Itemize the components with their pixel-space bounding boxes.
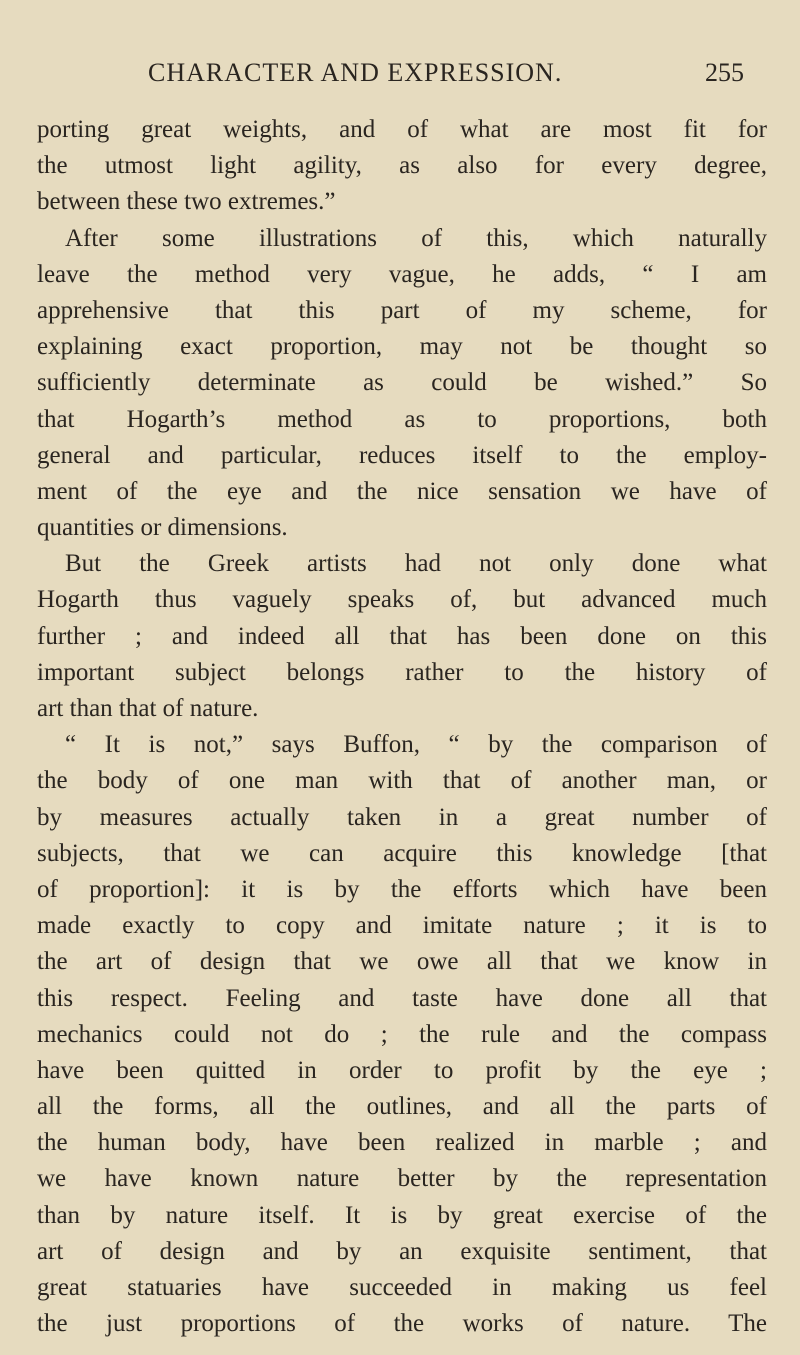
text-line: the just proportions of the works of nature. The [37, 1310, 767, 1338]
running-head [0, 58, 800, 92]
text-line: “ It is not,” says Buffon, “ by the comparison of [65, 731, 767, 759]
text-line: that Hogarth’s method as to proportions, both [37, 405, 767, 433]
text-line: explaining exact proportion, may not be thought so [37, 333, 767, 361]
text-line: ment of the eye and the nice sensation we have of [37, 477, 767, 505]
text-line: general and particular, reduces itself to the employ- [37, 441, 767, 469]
text-line: the art of design that we owe all that we know in [37, 948, 767, 976]
text-line: sufficiently determinate as could be wished.” So [37, 369, 767, 397]
body-text [37, 112, 767, 1342]
text-line: have been quitted in order to profit by the eye ; [37, 1056, 767, 1084]
text-line: than by nature itself. It is by great exercise of the [37, 1201, 767, 1229]
text-line: mechanics could not do ; the rule and the compass [37, 1020, 767, 1048]
text-line: apprehensive that this part of my scheme, for [37, 296, 767, 324]
text-line: quantities or dimensions. [37, 514, 288, 542]
text-line: further ; and indeed all that has been done on this [37, 622, 767, 650]
text-line: the body of one man with that of another man, or [37, 767, 767, 795]
text-line: great statuaries have succeeded in making us feel [37, 1274, 767, 1301]
text-line: important subject belongs rather to the history of [37, 658, 767, 686]
text-line: porting great weights, and of what are most fit for [37, 116, 767, 143]
text-line: Hogarth thus vaguely speaks of, but advanced much [37, 586, 767, 614]
text-line: of proportion]: it is by the efforts which have been [37, 875, 767, 903]
text-line: made exactly to copy and imitate nature ; it is to [37, 912, 767, 940]
text-line: leave the method very vague, he adds, “ I am [37, 260, 767, 288]
text-line: subjects, that we can acquire this knowledge [that [37, 839, 767, 867]
text-line: we have known nature better by the representation [37, 1165, 767, 1193]
text-line: After some illustrations of this, which naturally [65, 224, 767, 252]
text-line: all the forms, all the outlines, and all the parts of [37, 1093, 767, 1121]
text-line: art of design and by an exquisite sentiment, that [37, 1237, 767, 1265]
text-line: this respect. Feeling and taste have done all that [37, 984, 767, 1012]
text-line: art than that of nature. [37, 695, 259, 722]
text-line: the human body, have been realized in marble ; and [37, 1129, 767, 1157]
page-number: 255 [705, 58, 744, 87]
text-line: But the Greek artists had not only done what [65, 550, 767, 578]
text-line: between these two extremes.” [37, 188, 336, 216]
running-head-title: CHARACTER AND EXPRESSION. [148, 58, 563, 87]
text-line: the utmost light agility, as also for every degree, [37, 152, 767, 180]
text-line: by measures actually taken in a great number of [37, 803, 767, 831]
